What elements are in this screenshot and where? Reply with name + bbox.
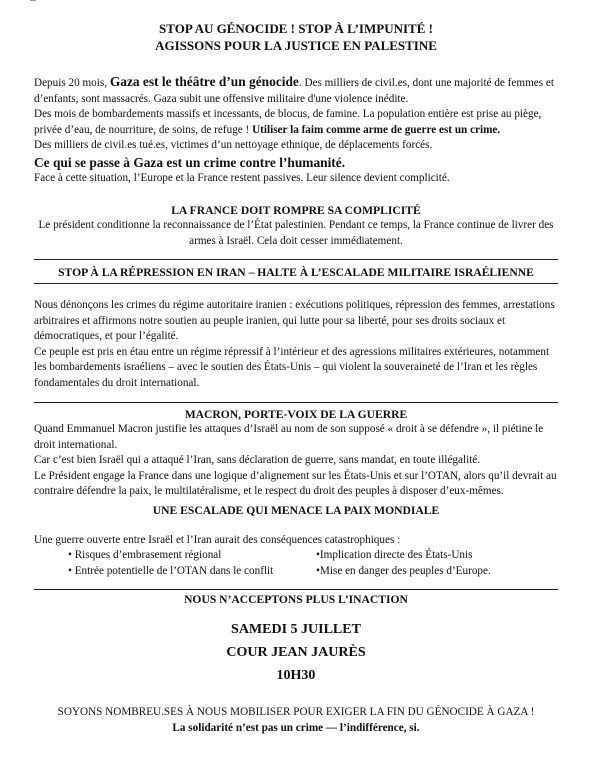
- divider: [34, 402, 558, 403]
- list-item: •Implication directe des États-Unis: [316, 549, 473, 562]
- leaflet-title: [34, 20, 558, 54]
- title-line-2: AGISSONS POUR LA JUSTICE EN PALESTINE: [155, 38, 437, 53]
- list-item: •Mise en danger des peuples d’Europe.: [316, 564, 491, 577]
- event-date: SAMEDI 5 JUILLET: [231, 622, 361, 638]
- action-heading: NOUS N’ACCEPTONS PLUS L’INACTION: [184, 593, 408, 607]
- escalade-intro: Une guerre ouverte entre Israël et l’Iran aurait des conséquences catastrophiques :: [34, 533, 401, 546]
- france-text: Le président conditionne la reconnaissance de l’État palestinien. Pendant ce temps, la France continue de livrer des armes à Israël. Cela doit cesser immédiatement.: [38, 219, 554, 247]
- gaza-genocide-emphasis: Gaza est le théâtre d’un génocide: [109, 74, 299, 89]
- france-heading: LA FRANCE DOIT ROMPRE SA COMPLICITÉ: [171, 203, 421, 217]
- gaza-hunger-emphasis: Utiliser la faim comme arme de guerre est un crime.: [252, 123, 501, 136]
- macron-paragraph-2: Car c’est bien Israël qui a attaqué l’Iran, sans déclaration de guerre, sans mandat, en toute illégalité.: [34, 454, 481, 467]
- bullet-text: Implication directe des États-Unis: [319, 549, 473, 562]
- leaflet-footer: [34, 705, 558, 736]
- gaza-paragraph-3: Des milliers de civil.es tué.es, victimes d’un nettoyage ethnique, de déplacements forcés.: [34, 139, 433, 152]
- france-section: [34, 203, 558, 250]
- action-section: [34, 592, 558, 687]
- gaza-paragraph-5: Face à cette situation, l’Europe et la France restent passives. Leur silence devient complicité.: [34, 171, 450, 184]
- gaza-paragraph-1: [34, 74, 558, 107]
- divider: [34, 589, 558, 590]
- iran-section: [34, 265, 558, 391]
- iran-heading: STOP À LA RÉPRESSION EN IRAN – HALTE À L’ESCALADE MILITAIRE ISRAÉLIENNE: [58, 266, 534, 280]
- escalade-heading: UNE ESCALADE QUI MENACE LA PAIX MONDIALE: [152, 504, 440, 518]
- divider: [34, 283, 558, 284]
- bullet-text: Entrée potentielle de l’OTAN dans le conflit: [74, 564, 274, 577]
- bullet-text: Mise en danger des peuples d’Europe.: [319, 564, 491, 577]
- bullet-row: [34, 564, 558, 580]
- divider: [34, 259, 558, 260]
- title-line-1: STOP AU GÉNOCIDE ! STOP À L’IMPUNITÉ !: [159, 21, 433, 36]
- footer-slogan: La solidarité n’est pas un crime — l’indifférence, si.: [172, 721, 420, 734]
- macron-heading: MACRON, PORTE-VOIX DE LA GUERRE: [184, 407, 408, 421]
- iran-paragraph-2: Ce peuple est pris en étau entre un régime répressif à l’intérieur et des agressions militaires extérieures, notamment les bombardements israéliens – avec le soutien des États-Unis – qui violent la souveraineté de l’Iran et les règles fondamentales du droit international.: [34, 345, 550, 389]
- event-details: [34, 618, 558, 687]
- gaza-p1-intro: Depuis 20 mois,: [34, 77, 110, 89]
- gaza-p2-text: Des mois de bombardements massifs et incessants, de blocus, de famine. La population entière est prise au piège, privée d’eau, de nourriture, de soins, de refuge !: [34, 108, 542, 136]
- leaflet: [34, 20, 558, 736]
- bullet-text: Risques d’embrasement régional: [74, 549, 222, 562]
- iran-paragraph-1: Nous dénonçons les crimes du régime autoritaire iranien : exécutions politiques, répression des femmes, arrestations arbitraires et affirmons notre soutien au peuple iranien, qui lutte pour sa liberté, pour ses droits sociaux et démocratiques, et pour l’égalité.: [34, 298, 555, 343]
- event-place: COUR JEAN JAURÈS: [226, 645, 366, 661]
- escalade-section: [34, 503, 558, 579]
- top-edge-mark: [30, 0, 36, 1]
- footer-call: SOYONS NOMBREU.SES À NOUS MOBILISER POUR EXIGER LA FIN DU GÉNOCIDE À GAZA !: [57, 706, 535, 719]
- macron-paragraph-1: Quand Emmanuel Macron justifie les attaques d’Israël au nom de son supposé « droit à se défendre », il piétine le droit international.: [34, 423, 544, 451]
- gaza-p1-rest: . Des milliers de civil.es, dont une majorité de femmes et d’enfants, sont massacrés. Gaza subit une offensive militaire d'une violence inédite.: [34, 77, 554, 105]
- list-item: • Risques d’embrasement régional: [68, 549, 222, 562]
- macron-section: [34, 407, 558, 501]
- gaza-crime-statement: Ce qui se passe à Gaza est un crime contre l’humanité.: [34, 154, 346, 170]
- event-time: 10H30: [276, 668, 316, 684]
- bullet-row: [34, 548, 558, 564]
- list-item: • Entrée potentielle de l’OTAN dans le conflit: [68, 564, 274, 577]
- gaza-paragraph-2: [34, 107, 558, 138]
- gaza-section: [34, 74, 558, 187]
- macron-paragraph-3: Le Président engage la France dans une logique d’alignement sur les États-Unis et sur l’OTAN, alors qu’il devrait au contraire défendre la paix, le multilatéralisme, et le respect du droit des peuples à disposer d’eux-mêmes.: [34, 469, 557, 498]
